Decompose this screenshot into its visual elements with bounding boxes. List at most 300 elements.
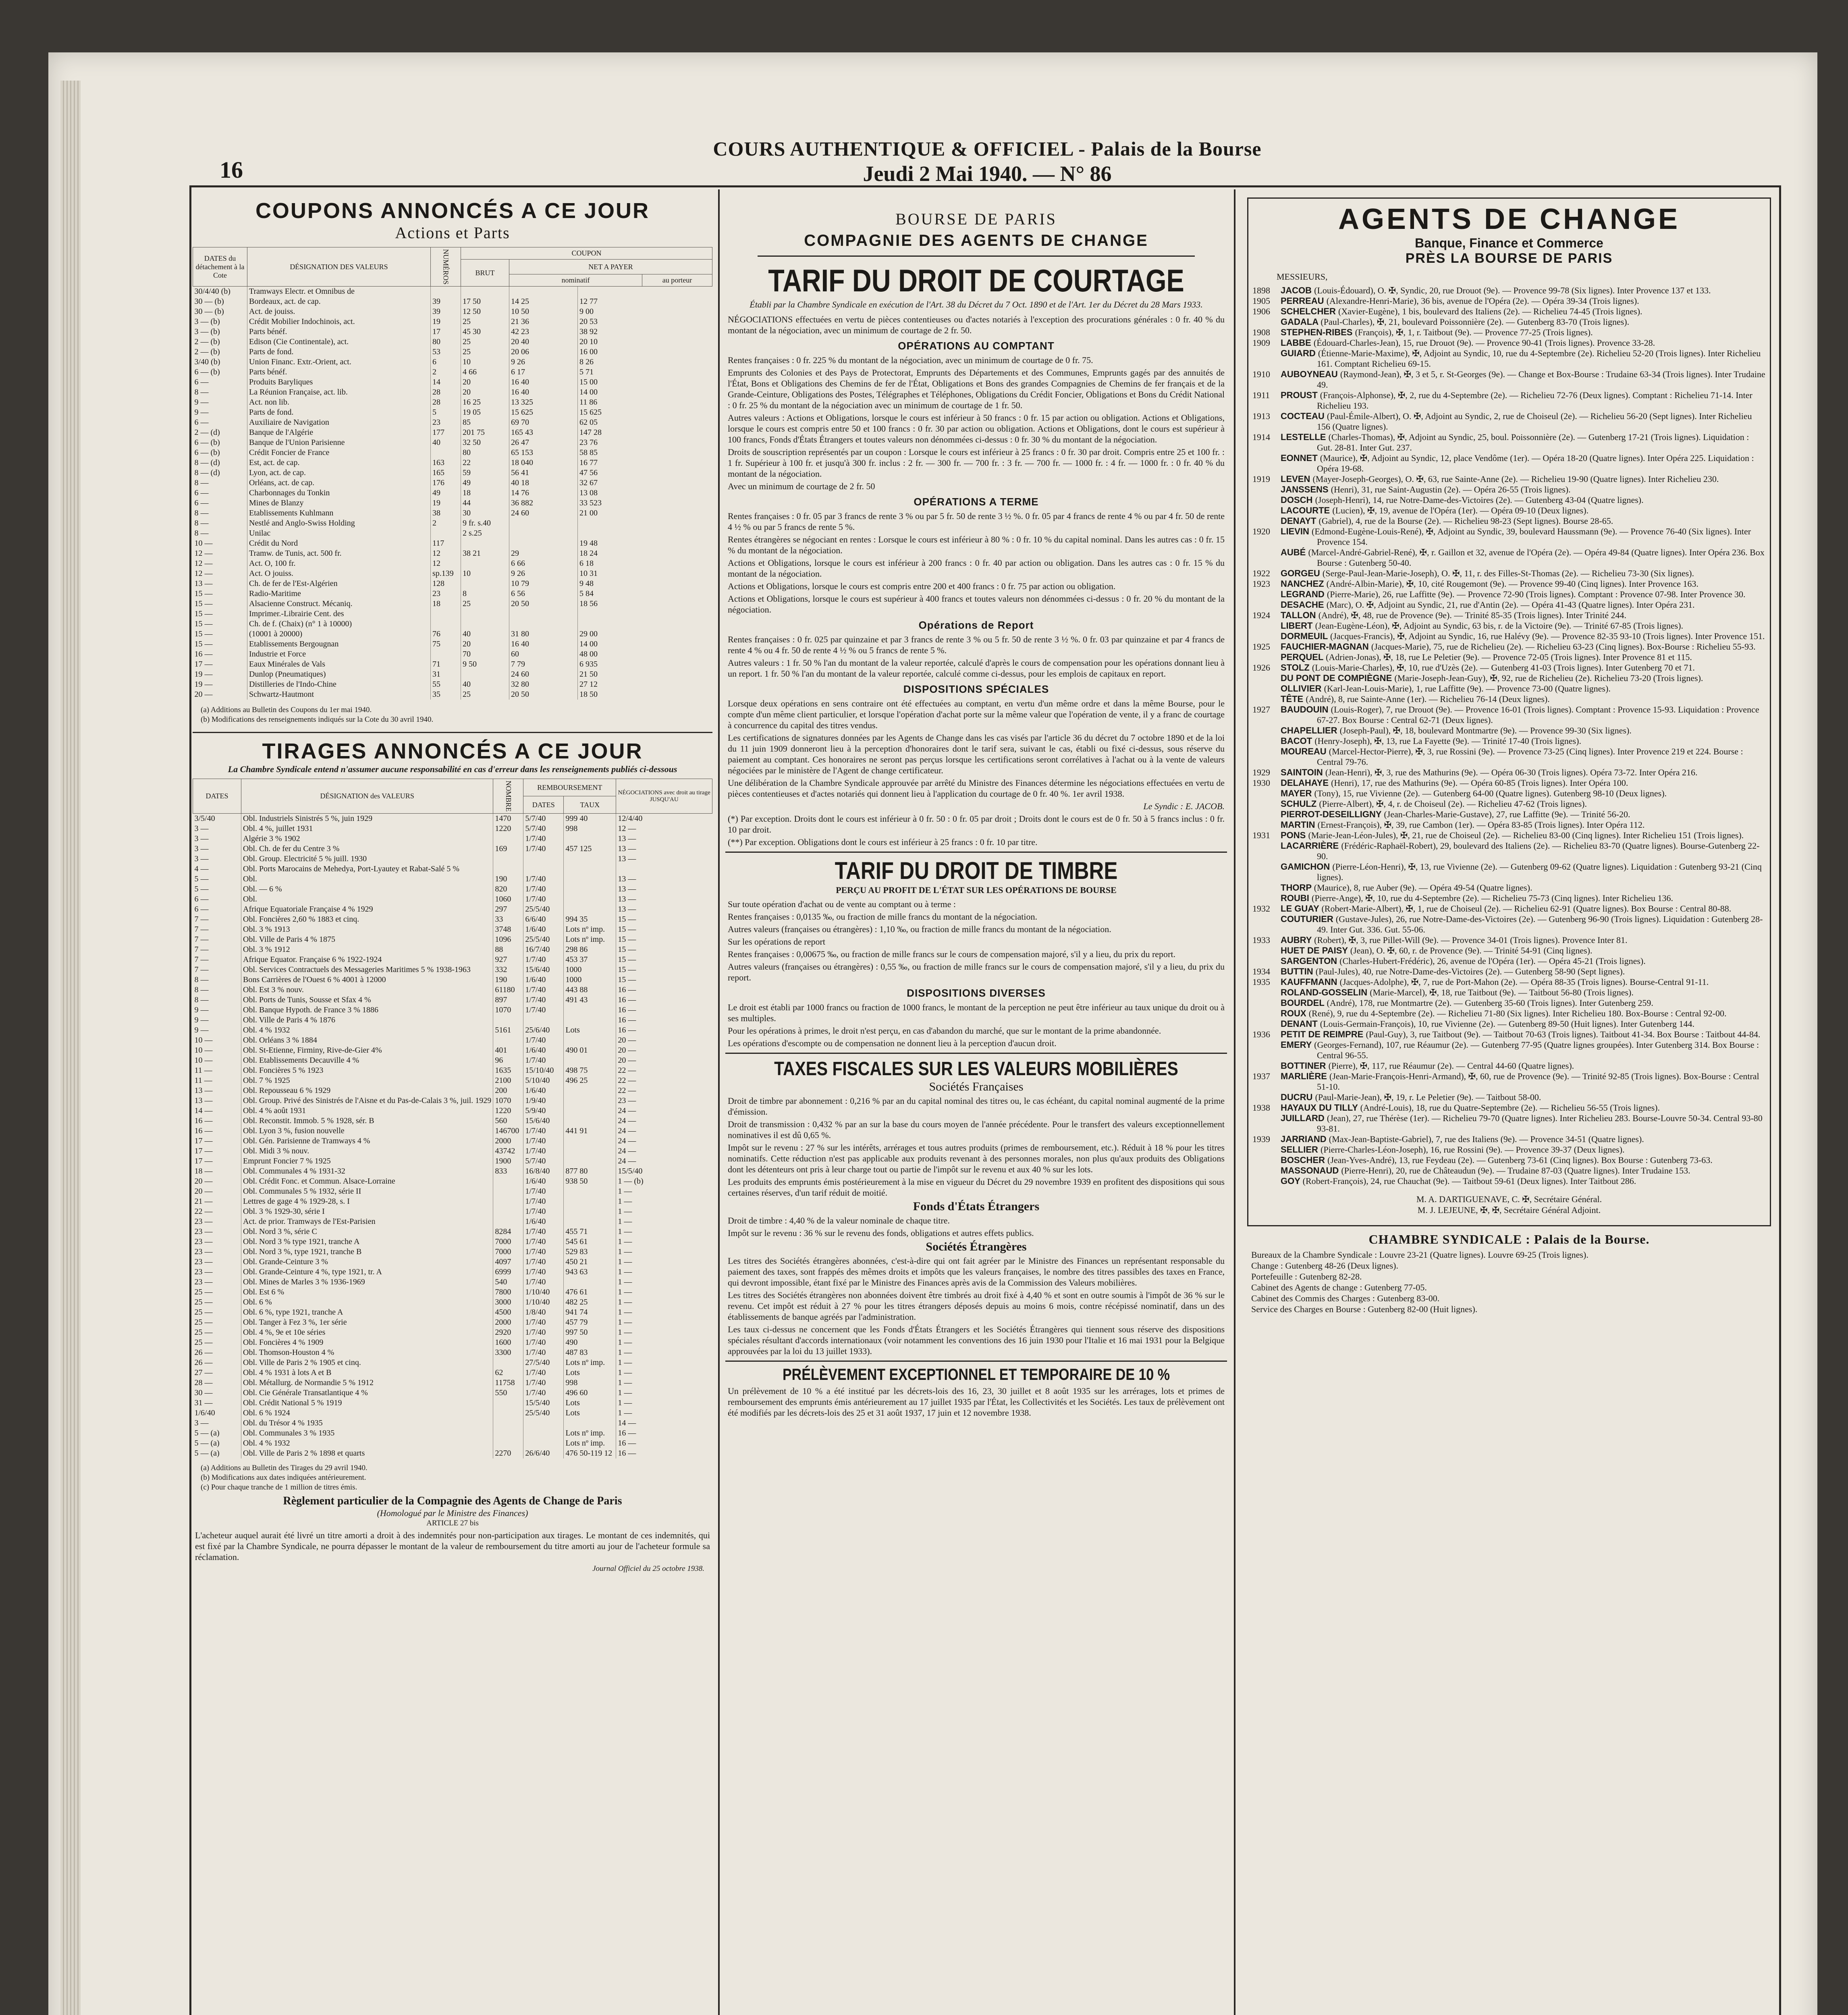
table-cell: 17 —	[194, 660, 213, 669]
table-cell: 332	[493, 965, 523, 975]
table-cell: 820	[493, 884, 523, 894]
table-cell: Alsacienne Construct. Mécaniq.	[247, 599, 431, 609]
table-cell: Afrique Equator. Française 6 % 1922-1924	[241, 955, 493, 965]
fonds-paragraph: Droit de timbre : 4,40 % de la valeur nominale de chaque titre.	[728, 1215, 950, 1226]
table-cell: 20	[461, 377, 509, 387]
table-cell: 3 —	[194, 854, 209, 864]
agent-name: EMERY	[1281, 1040, 1314, 1050]
table-cell: Obl. Services Contractuels des Messageries Maritimes 5 % 1938-1963	[241, 965, 493, 975]
table-cell: Algérie 3 % 1902	[241, 834, 493, 844]
coupons-table	[193, 247, 712, 700]
table-cell: Radio-Maritime	[247, 589, 431, 599]
table-cell: 12 —	[194, 569, 213, 578]
agent-name: COCTEAU	[1281, 411, 1327, 421]
agent-details: (Joseph-Henri), 14, rue Notre-Dame-des-Victoires (2e). — Gutenberg 43-04 (Quatre lignes).	[1315, 495, 1644, 505]
table-cell: 3300	[493, 1348, 523, 1358]
table-cell: Obl. Métallurg. de Normandie 5 % 1912	[241, 1378, 493, 1388]
table-cell: Obl. Ville de Paris 2 % 1905 et cinq.	[241, 1358, 493, 1368]
table-row	[193, 1076, 712, 1086]
agent-name: MARTIN	[1281, 820, 1318, 830]
speciales-paragraph: Les certifications de signatures données par les Agents de Change dans les cas visés par l'article 36 du décret du 7 octobre 1890 et de la loi du 11 juin 1909 donneront lieu à la perception d'honoraires dont le tarif sera, suivant le cas, établi ou fixé ci-dessus, sous réserve du paiement au comptant. Ces honoraires ne seront pas perçus lorsque les certifications seront corrélatives à l'achat ou à la vente de valeurs négociées par le ministère de l'Agent de change certificateur.	[728, 733, 1225, 775]
table-row	[193, 659, 712, 669]
table-cell: 25 —	[194, 1328, 213, 1337]
table-cell: 30/4/40 (b)	[194, 287, 230, 296]
agent-details: (Maurice), 8, rue Auber (9e). — Opéra 49-54 (Quatre lignes).	[1314, 883, 1532, 893]
table-cell	[564, 1055, 616, 1066]
table-cell: Obl. Banque Hypoth. de France 3 % 1886	[241, 1005, 493, 1015]
agent-year: 1922	[1252, 568, 1270, 578]
table-cell: 1/6/40	[194, 1408, 215, 1418]
agent-entry	[1252, 746, 1766, 767]
agent-year: 1919	[1252, 474, 1270, 484]
messieurs-label: MESSIEURS,	[1277, 272, 1328, 282]
soc-etr-paragraph: Les taux ci-dessus ne concernent que les Fonds d'États Étrangers et les Sociétés Étrangères qui tiennent sous réserve des dispositions spéciales résultant d'accords internationaux (voir notamment les conventions des 16 juin 1930 pour l'Italie et 16 mai 1931 pour la Belgique approuvées par la loi du 13 juillet 1933).	[728, 1324, 1225, 1356]
table-cell: 165	[431, 468, 461, 478]
table-cell: 6999	[493, 1267, 523, 1277]
table-row	[193, 1207, 712, 1217]
table-cell: 5161	[493, 1025, 523, 1035]
table-cell: 11758	[493, 1378, 523, 1388]
table-cell: 14 —	[194, 1106, 213, 1116]
table-cell: 1 —	[616, 1327, 712, 1338]
table-cell: 15 —	[194, 619, 213, 629]
table-cell	[564, 1106, 616, 1116]
table-row	[193, 518, 712, 528]
table-cell: 25/5/40	[523, 904, 564, 914]
column-divider	[1234, 189, 1235, 2015]
table-row	[193, 357, 712, 367]
table-cell: Parts bénéf.	[247, 327, 431, 337]
table-row	[193, 387, 712, 397]
agent-year: 1934	[1252, 966, 1270, 976]
table-cell: 23 —	[194, 1267, 213, 1277]
table-cell: 3 —	[194, 1419, 209, 1428]
table-row	[193, 1428, 712, 1438]
table-cell: 14 00	[578, 639, 642, 649]
table-row	[193, 1247, 712, 1257]
table-cell: 15/5/40	[523, 1398, 564, 1408]
table-cell: 1/7/40	[523, 1247, 564, 1257]
table-cell: 10	[461, 569, 509, 579]
agent-entry	[1252, 610, 1766, 621]
agent-name: SAINTOIN	[1281, 767, 1325, 777]
table-cell: 1220	[493, 824, 523, 834]
agent-entry	[1252, 778, 1766, 788]
table-row	[193, 599, 712, 609]
table-cell: Crédit du Nord	[247, 538, 431, 548]
table-cell	[461, 287, 509, 297]
table-cell: 11 86	[578, 397, 642, 407]
table-cell	[564, 854, 616, 864]
agent-name: BOURDEL	[1281, 998, 1327, 1008]
table-cell: 1 —	[616, 1297, 712, 1307]
table-cell: Tramw. de Tunis, act. 500 fr.	[247, 548, 431, 559]
table-cell: Charbonnages du Tonkin	[247, 488, 431, 498]
table-cell: 1000	[564, 975, 616, 985]
table-cell: 4 —	[194, 864, 209, 874]
table-cell: 496 60	[564, 1388, 616, 1398]
table-cell: 1 —	[616, 1247, 712, 1257]
agent-entry	[1252, 306, 1766, 317]
agent-name: JARRIAND	[1281, 1134, 1329, 1144]
table-cell	[564, 1015, 616, 1025]
table-cell: 18 040	[509, 458, 578, 468]
table-cell	[431, 609, 461, 619]
table-cell: 22 —	[616, 1066, 712, 1076]
agent-entry	[1252, 1176, 1766, 1186]
table-cell	[493, 1408, 523, 1418]
table-cell	[564, 1277, 616, 1287]
table-cell: 10 —	[194, 1056, 213, 1065]
table-cell: Obl. 3 % 1912	[241, 945, 493, 955]
agent-name: BUTTIN	[1281, 966, 1316, 976]
table-cell: 9 —	[194, 398, 209, 407]
agent-entry	[1252, 767, 1766, 778]
tirages-table	[193, 779, 712, 1458]
table-cell: (10001 à 20000)	[247, 629, 431, 639]
agent-year: 1898	[1252, 285, 1270, 295]
table-cell: 927	[493, 955, 523, 965]
table-cell: 17	[431, 327, 461, 337]
table-row	[193, 639, 712, 649]
table-cell: 833	[493, 1166, 523, 1176]
table-cell: Obl. Ville de Paris 4 % 1875	[241, 935, 493, 945]
table-cell: 20 50	[509, 690, 578, 700]
table-cell: 25	[461, 317, 509, 327]
agent-details: (Pierre), ✠, 117, rue Réaumur (2e). — Central 44-60 (Quatre lignes).	[1328, 1061, 1574, 1071]
report-paragraph: Rentes françaises : 0 fr. 025 par quinzaine et par 3 francs de rente 3 % ou 5 fr. 50 de rente 3 ½ %. 0 fr. 03 par quinzaine et par 4 francs de rente 4 % ou 4 fr. 50 de rente 4 ½ % ou 5 francs de rente 5 %.	[728, 634, 1225, 655]
table-cell: 20 —	[194, 1177, 213, 1186]
agent-name: DOSCH	[1281, 495, 1315, 505]
table-cell: 117	[431, 538, 461, 548]
table-cell: Obl. — 6 %	[241, 884, 493, 894]
taxes-paragraph: Les produits des emprunts émis postérieurement à la mise en vigueur du Décret du 29 novembre 1939 en profitent des dispositions qui sous certaines réserves, d'un tarif réduit de moitié.	[728, 1177, 1225, 1198]
table-cell: 22	[461, 458, 509, 468]
table-cell: 62	[493, 1368, 523, 1378]
table-cell: 27 12	[578, 679, 642, 690]
table-cell: 16/7/40	[523, 945, 564, 955]
table-cell	[578, 518, 642, 528]
agent-details: (Paul-Guy), 3, rue Taitbout (9e). — Taitbout 70-63 (Trois lignes). Taitbout 41-34. Box Bourse : Taitbout 44-84.	[1366, 1029, 1761, 1039]
table-cell: 190	[493, 874, 523, 884]
table-cell	[431, 287, 461, 297]
table-cell: 1/7/40	[523, 1378, 564, 1388]
agent-details: (André), ✠, 48, rue de Provence (9e). — Trinité 85-35 (Trois lignes). Inter Trinité 244.	[1318, 610, 1626, 620]
table-cell	[509, 528, 578, 538]
table-row	[193, 1136, 712, 1146]
table-cell: 16 25	[461, 397, 509, 407]
table-cell: 13 08	[578, 488, 642, 498]
table-cell: Obl.	[241, 894, 493, 904]
table-cell: 48 00	[578, 649, 642, 659]
table-cell: 22 —	[194, 1207, 213, 1216]
chambre-line: Cabinet des Agents de change : Gutenberg 77-05.	[1251, 1282, 1427, 1292]
table-cell: Union Financ. Extr.-Orient, act.	[247, 357, 431, 367]
table-cell: 1470	[493, 814, 523, 824]
table-cell: 60	[509, 649, 578, 659]
table-cell: 1/10/40	[523, 1297, 564, 1307]
table-cell: 9 —	[194, 1016, 209, 1025]
agent-name: COUTURIER	[1281, 914, 1336, 924]
table-cell: 23 —	[194, 1257, 213, 1267]
table-cell: 33 523	[578, 498, 642, 508]
agent-name: AUBÉ	[1281, 547, 1308, 557]
table-row	[193, 458, 712, 468]
table-cell: 1060	[493, 894, 523, 904]
table-cell: 529 83	[564, 1247, 616, 1257]
table-cell	[523, 1418, 564, 1428]
table-cell: 24 —	[616, 1126, 712, 1136]
table-cell: 1/7/40	[523, 1055, 564, 1066]
table-cell: 15 —	[194, 640, 213, 649]
table-cell: 15 625	[509, 407, 578, 418]
table-cell: Obl. 4 %, juillet 1931	[241, 824, 493, 834]
table-cell: Obl. Communales 5 % 1932, série II	[241, 1186, 493, 1197]
table-cell: 7 —	[194, 965, 209, 974]
table-cell: Parts de fond.	[247, 407, 431, 418]
table-cell: Edison (Cie Continentale), act.	[247, 337, 431, 347]
table-cell: 69 70	[509, 418, 578, 428]
table-cell	[493, 1015, 523, 1025]
table-cell: Obl. Cie Générale Transatlantique 4 %	[241, 1388, 493, 1398]
agent-details: (Frédéric-Raphaël-Robert), 29, boulevard des Italiens (2e). — Richelieu 83-70 (Quatre lignes). Bourse-Gutenberg 22-90.	[1317, 841, 1760, 861]
table-row	[193, 669, 712, 679]
table-cell	[564, 1116, 616, 1126]
agent-name: GADALA	[1281, 317, 1321, 327]
agent-name: PIERROT-DESEILLIGNY	[1281, 809, 1384, 819]
agent-entry	[1252, 296, 1766, 306]
table-cell: 441 91	[564, 1126, 616, 1136]
table-cell: 16 40	[509, 639, 578, 649]
agent-name: DENANT	[1281, 1019, 1320, 1029]
agent-entry	[1252, 642, 1766, 652]
table-cell: Obl. Ville de Paris 2 % 1898 et quarts	[241, 1448, 493, 1458]
table-cell: 1/7/40	[523, 1317, 564, 1327]
agent-details: (Jacques-Marie), 75, rue de Richelieu (2e). — Richelieu 63-23 (Cinq lignes). Box-Bourse : Richelieu 55-93.	[1371, 642, 1756, 652]
table-cell: Obl. 7 % 1925	[241, 1076, 493, 1086]
table-cell: 16 —	[194, 650, 213, 659]
table-cell: 13 —	[616, 854, 712, 864]
agent-entry	[1252, 987, 1766, 998]
table-row	[193, 1368, 712, 1378]
table-row	[193, 1418, 712, 1428]
table-cell: 11 —	[194, 1066, 212, 1075]
agent-name: ROUBI	[1281, 893, 1312, 903]
table-cell: 17 —	[194, 1157, 213, 1166]
agent-details: (Henry-Joseph), ✠, 13, rue La Fayette (9e). — Trinité 17-40 (Trois lignes).	[1314, 736, 1581, 746]
table-row	[193, 1025, 712, 1035]
table-cell: Tramways Electr. et Omnibus de	[247, 287, 431, 297]
agent-name: ROUX	[1281, 1008, 1309, 1018]
table-cell: 20 —	[194, 1187, 213, 1196]
table-cell: 47 56	[578, 468, 642, 478]
table-cell: 9 —	[194, 1026, 209, 1035]
table-cell: 12 —	[194, 549, 213, 558]
agent-name: CHAPELLIER	[1281, 725, 1340, 735]
agent-details: (Édouard-Charles-Jean), 15, rue Drouot (9e). — Provence 90-41 (Trois lignes). Provence 33-28.	[1313, 338, 1655, 348]
agent-year: 1906	[1252, 306, 1270, 316]
agent-details: (André), 178, rue Montmartre (2e). — Gutenberg 35-60 (Trois lignes). Inter Gutenberg 259.	[1327, 998, 1653, 1008]
table-cell: Crédit Foncier de France	[247, 448, 431, 458]
table-cell: 20 —	[616, 1035, 712, 1045]
table-cell	[564, 864, 616, 874]
table-cell: 3 —	[194, 824, 209, 833]
table-row	[193, 1287, 712, 1297]
agent-name: DORMEUIL	[1281, 631, 1331, 641]
agent-details: (Marie-Marcel), ✠, 18, rue Taitbout (9e). — Taitbout 56-80 (Trois lignes).	[1370, 987, 1634, 997]
table-row	[193, 945, 712, 955]
table-cell: Lots nº imp.	[564, 1438, 616, 1448]
table-row	[193, 428, 712, 438]
table-cell: Orléans, act. de cap.	[247, 478, 431, 488]
agent-name: DENAYT	[1281, 516, 1319, 526]
agent-entry	[1252, 998, 1766, 1008]
timbre-paragraph: Sur toute opération d'achat ou de vente au comptant ou à terme :	[728, 899, 956, 909]
agent-entry	[1252, 317, 1766, 327]
agent-name: MAYER	[1281, 788, 1314, 798]
table-cell: 25 —	[194, 1308, 213, 1317]
courtage-title: TARIF DU DROIT DE COURTAGE	[768, 263, 1184, 298]
agent-entry	[1252, 1071, 1766, 1092]
table-cell: 1/7/40	[523, 1338, 564, 1348]
agent-name: AUBRY	[1281, 935, 1314, 945]
fonds-paragraph: Impôt sur le revenu : 36 % sur le revenu des fonds, obligations et autres effets publics.	[728, 1228, 1034, 1238]
table-cell: 53	[431, 347, 461, 357]
table-cell: 18 50	[578, 690, 642, 700]
taxes-societes-francaises: Sociétés Françaises	[929, 1080, 1024, 1093]
agent-year: 1937	[1252, 1071, 1270, 1081]
table-cell: 2000	[493, 1317, 523, 1327]
table-cell	[523, 864, 564, 874]
agent-details: (Adrien-Jonas), ✠, 18, rue Le Peletier (9e). — Provence 72-05 (Trois lignes). Inter Provence 81 et 115.	[1326, 652, 1692, 662]
table-cell: 1635	[493, 1066, 523, 1076]
table-row	[193, 448, 712, 458]
agent-details: (Pierre-Henri), 20, rue de Châteaudun (9e). — Trudaine 87-03 (Quatre lignes). Inter Trudaine 153.	[1341, 1165, 1690, 1176]
table-cell: 1 —	[616, 1197, 712, 1207]
col-dates: DATES	[193, 779, 241, 814]
table-cell	[564, 1005, 616, 1015]
table-cell: 1/7/40	[523, 1257, 564, 1267]
table-row	[193, 297, 712, 307]
table-cell: 5/9/40	[523, 1106, 564, 1116]
agent-details: (Robert), ✠, 3, rue Pillet-Will (9e). — Provence 34-01 (Trois lignes). Provence Inter 81.	[1314, 935, 1628, 945]
table-cell: 2270	[493, 1448, 523, 1458]
table-cell: 24 —	[616, 1106, 712, 1116]
table-cell: 9 50	[461, 659, 509, 669]
agent-entry	[1252, 453, 1766, 474]
agent-year: 1931	[1252, 830, 1270, 840]
agent-year: 1939	[1252, 1134, 1270, 1144]
table-cell	[564, 884, 616, 894]
agent-name: GAMICHON	[1281, 862, 1333, 872]
table-cell: 6 935	[578, 659, 642, 669]
agent-details: (Louis-Roger), 7, rue Drouot (9e). — Provence 16-01 (Trois lignes). Comptant : Provence 15-93. Liquidation : Provence 67-27. Box Bourse : Central 62-71 (Deux lignes).	[1317, 704, 1759, 725]
table-row	[193, 834, 712, 844]
agent-details: (Robert-François), 24, rue Chauchat (9e). — Taitbout 59-61 (Deux lignes). Inter Taitbout 286.	[1302, 1176, 1636, 1186]
table-cell: 40	[431, 438, 461, 448]
table-cell: Obl. Mines de Marles 3 % 1936-1969	[241, 1277, 493, 1287]
table-cell: La Réunion Française, act. lib.	[247, 387, 431, 397]
agent-year: 1936	[1252, 1029, 1270, 1039]
col-remboursement: REMBOURSEMENT	[523, 779, 616, 796]
table-row	[193, 367, 712, 377]
table-row	[193, 1035, 712, 1045]
table-row	[193, 924, 712, 935]
table-cell: Afrique Equatoriale Française 4 % 1929	[241, 904, 493, 914]
table-cell: 1/7/40	[523, 1368, 564, 1378]
table-cell: 8 — (d)	[194, 458, 220, 467]
agent-entry	[1252, 1165, 1766, 1176]
agent-details: (Mayer-Joseph-Georges), O. ✠, 63, rue Sainte-Anne (2e). — Richelieu 19-90 (Quatre lignes). Inter Richelieu 230.	[1312, 474, 1719, 484]
agent-name: OLLIVIER	[1281, 683, 1324, 694]
table-cell: 2 — (b)	[194, 347, 220, 357]
table-row	[193, 904, 712, 914]
agent-entry	[1252, 704, 1766, 725]
agent-details: (Jean-Eugène-Léon), ✠, Adjoint au Syndic, 63 bis, r. de la Victoire (9e). — Trinité 67-85 (Trois lignes).	[1315, 621, 1684, 631]
taxes-paragraph: Impôt sur le revenu : 27 % sur les intérêts, arrérages et tous autres produits (primes de remboursement, etc.). Réduit à 18 % pour les titres nominatifs. Cette réduction n'est pas applicable aux produits revenant à des personnes morales, non plus qu'aux produits des Obligations dont les détenteurs ont pris à leur charge tout ou partie de l'impôt sur le revenu et aux 40 % sur les lots.	[728, 1143, 1225, 1174]
table-cell: 476 50-119 12	[564, 1448, 616, 1458]
table-cell: 31 —	[194, 1398, 213, 1408]
table-cell: 176	[431, 478, 461, 488]
table-cell: Ch. de fer de l'Est-Algérien	[247, 579, 431, 589]
col-remb-dates: DATES	[523, 796, 564, 814]
agent-entry	[1252, 526, 1766, 547]
table-cell: 1/7/40	[523, 1348, 564, 1358]
agent-details: (Louis-Marie-Charles), ✠, 10, rue d'Uzès (2e). — Gutenberg 41-03 (Trois lignes). Inter Gutenberg 70 et 71.	[1312, 663, 1695, 673]
secretaire-general: M. A. DARTIGUENAVE, C. ✠, Secrétaire Général.	[1416, 1194, 1602, 1204]
table-row	[193, 914, 712, 924]
agent-name: GUIARD	[1281, 348, 1318, 358]
table-cell: Act. de prior. Tramways de l'Est-Parisien	[241, 1217, 493, 1227]
table-cell: Obl. du Trésor 4 % 1935	[241, 1418, 493, 1428]
table-cell: 30 —	[194, 1388, 213, 1398]
table-cell: 9 26	[509, 569, 578, 579]
table-cell: 10 —	[194, 539, 213, 548]
table-cell: 45 30	[461, 327, 509, 337]
table-row	[193, 488, 712, 498]
agent-entry	[1252, 1092, 1766, 1103]
table-cell: Lots	[564, 1408, 616, 1418]
table-row	[193, 478, 712, 488]
agents-subtitle: Banque, Finance et Commerce	[1415, 236, 1603, 250]
table-cell: 9 26	[509, 357, 578, 367]
table-cell: 1/7/40	[523, 1237, 564, 1247]
soc-etr-paragraph: Les titres des Sociétés étrangères abonnées, c'est-à-dire qui ont fait agréer par le Ministre des Finances un représentant responsable du paiement des taxes, sont frappés des mêmes droits et impôts que les valeurs françaises, le nombre des titres passibles des taxes en France, qui devront impossible, étant fixé par le Ministre des Finances après avis de la Commission des Valeurs mobilières.	[728, 1256, 1225, 1288]
agent-name: TÊTE	[1281, 694, 1306, 704]
table-cell: 36 882	[509, 498, 578, 508]
table-cell: 23 —	[194, 1227, 213, 1236]
table-row	[193, 1055, 712, 1066]
table-cell: 997 50	[564, 1327, 616, 1338]
table-cell: Obl. 3 % 1913	[241, 924, 493, 935]
table-cell: 169	[493, 844, 523, 854]
table-cell: 1 —	[616, 1378, 712, 1388]
table-cell: 12	[431, 548, 461, 559]
agent-entry	[1252, 1155, 1766, 1165]
comptant-paragraph: Droits de souscription représentés par un coupon : Lorsque le cours est inférieur à 25 francs : 0 fr. 30 par droit. Compris entre 25 et 100 fr. : 1 fr. Supérieur à 100 fr. et jusqu'à 300 fr. inclus : 2 fr. — 300 fr. — 700 fr. : 3 fr. — 700 fr. — 1000 fr. : 4 fr. — 1000 fr. : 0 fr. 40 % du montant de la négociation.	[728, 447, 1225, 479]
speciales-paragraph: Une délibération de la Chambre Syndicale approuvée par arrêté du Ministre des Finances détermine les négociations effectuées en vertu de pièces contentieuses et d'actes notariés qui donnent lieu à l'application du courtage de 0 fr. 40 %. 1er avril 1938.	[728, 778, 1225, 799]
table-cell: 30	[461, 508, 509, 518]
table-cell: 56 41	[509, 468, 578, 478]
agent-entry	[1252, 432, 1766, 453]
table-cell: 16 —	[616, 1025, 712, 1035]
table-cell: 401	[493, 1045, 523, 1055]
table-cell	[578, 619, 642, 629]
table-cell: 22 —	[616, 1076, 712, 1086]
table-cell: 16 —	[616, 985, 712, 995]
agent-entry	[1252, 945, 1766, 956]
table-cell: Obl. Foncières 2,60 % 1883 et cinq.	[241, 914, 493, 924]
